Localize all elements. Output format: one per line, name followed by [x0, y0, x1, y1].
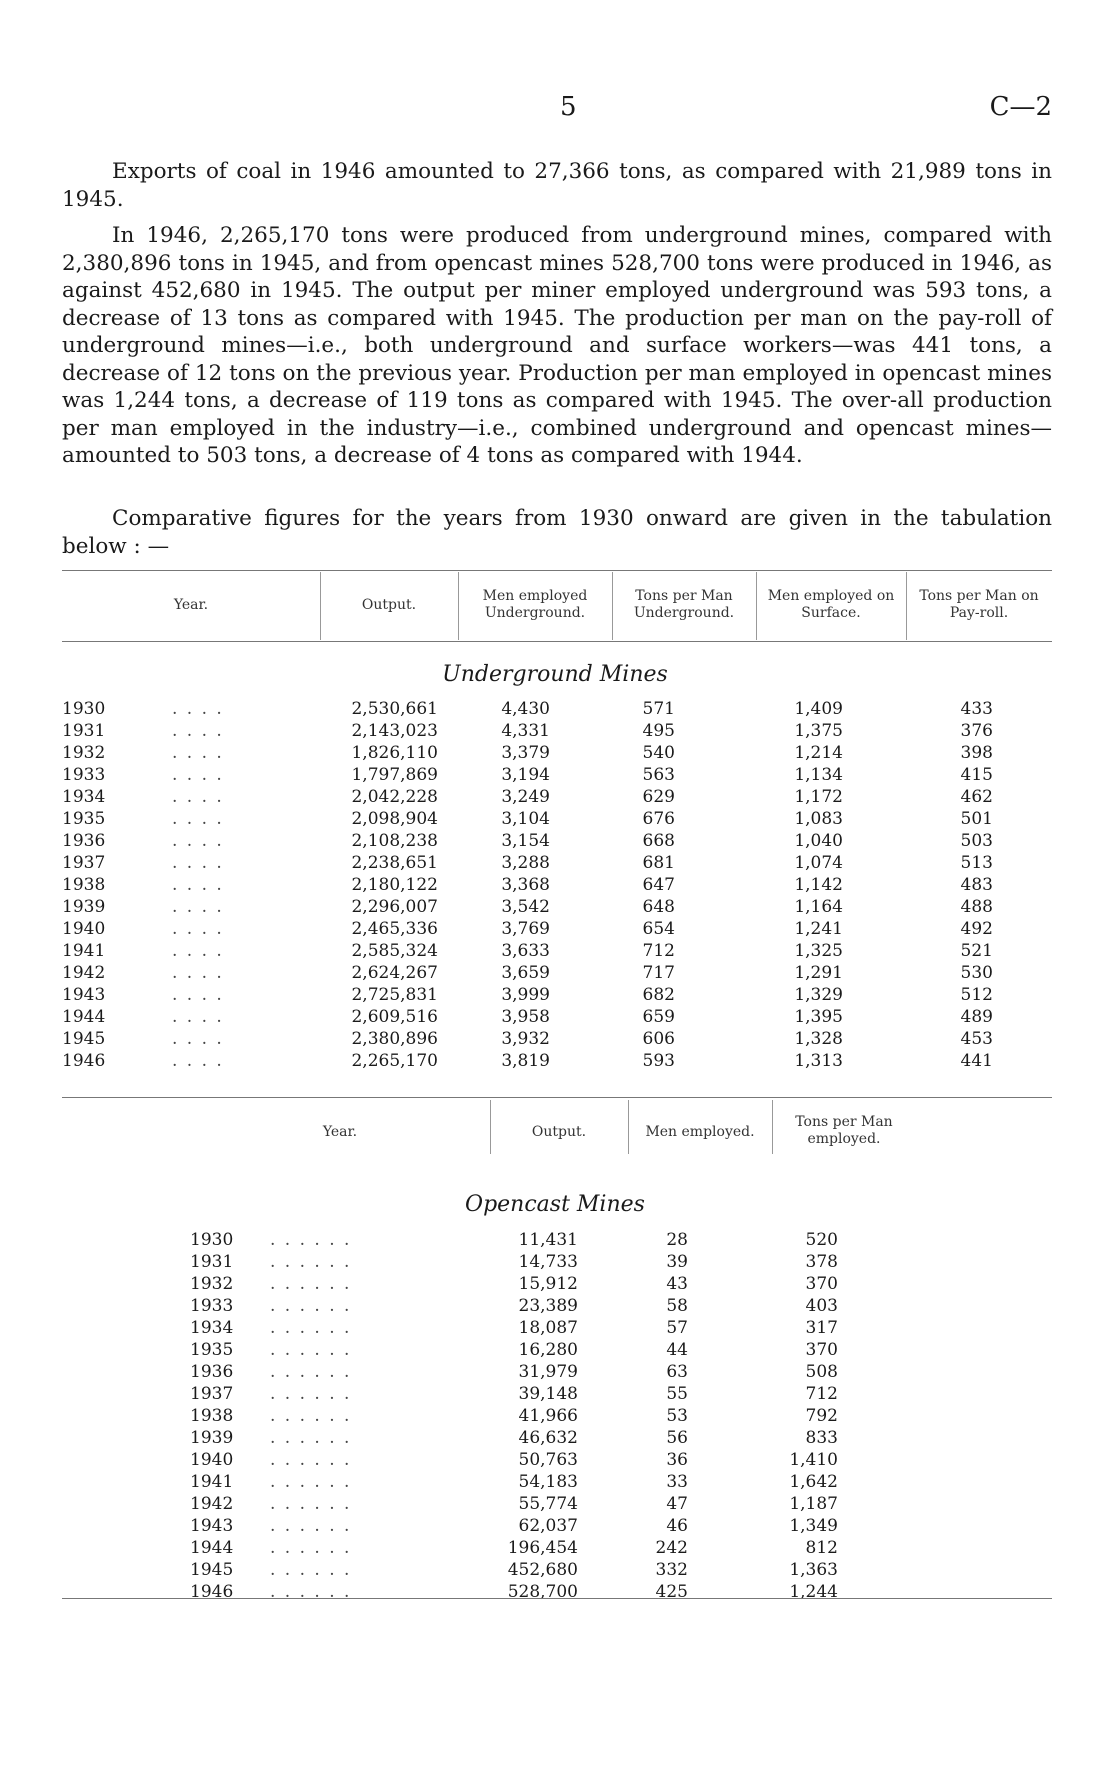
row-year: 1938 [62, 875, 106, 895]
row-leader-dots: . . . . [172, 787, 224, 807]
row-output: 2,725,831 [351, 985, 438, 1005]
row-men-employed: 36 [666, 1450, 688, 1470]
row-year: 1944 [62, 1007, 106, 1027]
row-tons-payroll: 489 [960, 1007, 993, 1027]
row-spacer [993, 896, 1052, 918]
row-men-underground: 3,932 [501, 1029, 550, 1049]
row-men-surface: 1,164 [794, 897, 843, 917]
table-row [62, 1006, 1052, 1028]
row-tons-underground: 593 [642, 1051, 675, 1071]
row-output: 2,098,904 [351, 809, 438, 829]
row-tons-payroll: 503 [960, 831, 993, 851]
row-tons-per-man: 812 [805, 1538, 838, 1558]
row-leader-dots: . . . . . . [270, 1318, 352, 1338]
table-row [190, 1449, 930, 1471]
row-tons-payroll: 441 [960, 1051, 993, 1071]
row-tons-underground: 629 [642, 787, 675, 807]
row-men-surface: 1,313 [794, 1051, 843, 1071]
column-divider [772, 1100, 773, 1154]
row-year: 1931 [62, 721, 106, 741]
table-row [62, 896, 1052, 918]
table-row [190, 1361, 930, 1383]
section-title-underground: Underground Mines [442, 662, 668, 687]
row-men-employed: 33 [666, 1472, 688, 1492]
row-spacer [838, 1537, 930, 1559]
row-spacer [838, 1273, 930, 1295]
table-row [190, 1427, 930, 1449]
opencast-column-header-output: Output. [531, 1124, 587, 1140]
row-men-employed: 43 [666, 1274, 688, 1294]
row-leader-dots: . . . . [172, 765, 224, 785]
row-men-employed: 425 [655, 1582, 688, 1602]
row-men-employed: 47 [666, 1494, 688, 1514]
row-year: 1944 [190, 1538, 234, 1558]
row-leader-dots: . . . . . . [270, 1450, 352, 1470]
row-tons-per-man: 792 [805, 1406, 838, 1426]
row-tons-payroll: 492 [960, 919, 993, 939]
row-men-underground: 3,194 [501, 765, 550, 785]
table-row [190, 1339, 930, 1361]
row-tons-payroll: 488 [960, 897, 993, 917]
row-tons-per-man: 1,187 [789, 1494, 838, 1514]
row-spacer [838, 1405, 930, 1427]
table-row [190, 1559, 930, 1581]
row-leader-dots: . . . . . . [270, 1274, 352, 1294]
row-output: 1,797,869 [351, 765, 438, 785]
row-tons-per-man: 508 [805, 1362, 838, 1382]
table-row [190, 1537, 930, 1559]
row-leader-dots: . . . . [172, 809, 224, 829]
row-spacer [838, 1559, 930, 1581]
row-output: 196,454 [507, 1538, 578, 1558]
row-spacer [838, 1295, 930, 1317]
row-year: 1940 [190, 1450, 234, 1470]
row-leader-dots: . . . . [172, 985, 224, 1005]
row-men-surface: 1,172 [794, 787, 843, 807]
table-top-rule [62, 570, 1052, 571]
row-men-employed: 242 [655, 1538, 688, 1558]
row-tons-payroll: 453 [960, 1029, 993, 1049]
table-row [62, 984, 1052, 1006]
row-output: 2,296,007 [351, 897, 438, 917]
table-row [62, 874, 1052, 896]
row-year: 1931 [190, 1252, 234, 1272]
opencast-column-header-tons: Tons per Man employed. [795, 1114, 893, 1147]
row-year: 1938 [190, 1406, 234, 1426]
row-output: 2,465,336 [351, 919, 438, 939]
row-output: 2,180,122 [351, 875, 438, 895]
opencast-column-header-men: Men employed. [645, 1124, 755, 1140]
paragraph-exports: Exports of coal in 1946 amounted to 27,366 tons, as compared with 21,989 tons in 1945. [62, 159, 1052, 212]
row-spacer [838, 1493, 930, 1515]
opencast-column-header-year: Year. [322, 1124, 358, 1140]
column-header-year: Year. [173, 597, 209, 613]
table-row [62, 786, 1052, 808]
row-spacer [838, 1361, 930, 1383]
row-tons-underground: 495 [642, 721, 675, 741]
row-year: 1940 [62, 919, 106, 939]
row-leader-dots: . . . . . . [270, 1560, 352, 1580]
section-title-opencast: Opencast Mines [465, 1192, 645, 1217]
row-men-underground: 3,104 [501, 809, 550, 829]
row-leader-dots: . . . . [172, 919, 224, 939]
row-tons-underground: 676 [642, 809, 675, 829]
row-year: 1942 [62, 963, 106, 983]
row-output: 18,087 [518, 1318, 578, 1338]
row-men-employed: 58 [666, 1296, 688, 1316]
row-men-surface: 1,329 [794, 985, 843, 1005]
row-men-employed: 57 [666, 1318, 688, 1338]
row-tons-per-man: 1,642 [789, 1472, 838, 1492]
row-tons-underground: 681 [642, 853, 675, 873]
row-spacer [993, 984, 1052, 1006]
row-men-surface: 1,040 [794, 831, 843, 851]
table-row [62, 808, 1052, 830]
row-output: 452,680 [507, 1560, 578, 1580]
row-men-surface: 1,074 [794, 853, 843, 873]
row-men-underground: 3,288 [501, 853, 550, 873]
row-output: 55,774 [518, 1494, 578, 1514]
row-men-underground: 3,999 [501, 985, 550, 1005]
row-men-surface: 1,375 [794, 721, 843, 741]
row-tons-underground: 571 [642, 699, 675, 719]
row-leader-dots: . . . . . . [270, 1582, 352, 1602]
row-tons-payroll: 501 [960, 809, 993, 829]
row-men-surface: 1,328 [794, 1029, 843, 1049]
row-men-underground: 3,659 [501, 963, 550, 983]
row-leader-dots: . . . . . . [270, 1516, 352, 1536]
row-tons-per-man: 403 [805, 1296, 838, 1316]
table-row [62, 698, 1052, 720]
row-year: 1932 [190, 1274, 234, 1294]
row-men-underground: 3,769 [501, 919, 550, 939]
row-spacer [993, 1028, 1052, 1050]
row-men-surface: 1,395 [794, 1007, 843, 1027]
row-tons-per-man: 370 [805, 1340, 838, 1360]
row-tons-underground: 540 [642, 743, 675, 763]
row-leader-dots: . . . . . . [270, 1406, 352, 1426]
row-tons-per-man: 378 [805, 1252, 838, 1272]
row-men-underground: 3,249 [501, 787, 550, 807]
underground-mines-table [62, 698, 1052, 1072]
row-spacer [838, 1471, 930, 1493]
row-tons-underground: 563 [642, 765, 675, 785]
row-men-underground: 3,542 [501, 897, 550, 917]
row-tons-payroll: 512 [960, 985, 993, 1005]
row-men-surface: 1,083 [794, 809, 843, 829]
row-output: 2,143,023 [351, 721, 438, 741]
table-row [190, 1273, 930, 1295]
row-year: 1946 [190, 1582, 234, 1602]
row-men-surface: 1,325 [794, 941, 843, 961]
row-tons-per-man: 1,349 [789, 1516, 838, 1536]
row-men-employed: 39 [666, 1252, 688, 1272]
row-men-underground: 3,154 [501, 831, 550, 851]
row-output: 50,763 [518, 1450, 578, 1470]
table-row [62, 764, 1052, 786]
row-men-employed: 28 [666, 1230, 688, 1250]
row-leader-dots: . . . . [172, 897, 224, 917]
table-row [190, 1229, 930, 1251]
row-tons-per-man: 1,363 [789, 1560, 838, 1580]
row-year: 1939 [62, 897, 106, 917]
row-men-employed: 46 [666, 1516, 688, 1536]
table-row [190, 1295, 930, 1317]
row-men-surface: 1,142 [794, 875, 843, 895]
page-number: 5 [560, 92, 577, 122]
row-leader-dots: . . . . . . [270, 1296, 352, 1316]
row-spacer [838, 1449, 930, 1471]
row-year: 1943 [62, 985, 106, 1005]
row-output: 2,265,170 [351, 1051, 438, 1071]
table-row [62, 1028, 1052, 1050]
row-tons-underground: 606 [642, 1029, 675, 1049]
row-spacer [838, 1581, 930, 1603]
row-leader-dots: . . . . [172, 1029, 224, 1049]
row-leader-dots: . . . . [172, 875, 224, 895]
row-men-underground: 4,331 [501, 721, 550, 741]
row-spacer [993, 742, 1052, 764]
row-output: 39,148 [518, 1384, 578, 1404]
row-men-employed: 56 [666, 1428, 688, 1448]
row-men-surface: 1,241 [794, 919, 843, 939]
row-leader-dots: . . . . . . [270, 1362, 352, 1382]
row-leader-dots: . . . . [172, 1051, 224, 1071]
row-tons-payroll: 415 [960, 765, 993, 785]
row-output: 41,966 [518, 1406, 578, 1426]
row-tons-payroll: 462 [960, 787, 993, 807]
row-tons-payroll: 483 [960, 875, 993, 895]
row-year: 1939 [190, 1428, 234, 1448]
row-men-surface: 1,214 [794, 743, 843, 763]
row-output: 2,108,238 [351, 831, 438, 851]
table-row [62, 962, 1052, 984]
row-men-underground: 3,958 [501, 1007, 550, 1027]
row-output: 15,912 [518, 1274, 578, 1294]
table-row [190, 1251, 930, 1273]
paragraph-production: In 1946, 2,265,170 tons were produced from underground mines, compared with 2,380,896 tons in 1945, and from opencast mines 528,700 tons were produced in 1946, as against 452,680 in 1945. The output per miner employed underground was 593 tons, a decrease of 13 tons as compared with 1945. The production per man on the pay-roll of underground mines—i.e., both underground and surface workers—was 441 tons, a decrease of 12 tons on the previous year. Production per man employed in opencast mines was 1,244 tons, a decrease of 119 tons as compared with 1945. The over-all production per man employed in the industry—i.e., combined underground and opencast mines—amounted to 503 tons, a decrease of 4 tons as compared with 1944. [62, 223, 1052, 468]
row-spacer [838, 1383, 930, 1405]
row-tons-underground: 654 [642, 919, 675, 939]
row-tons-payroll: 521 [960, 941, 993, 961]
row-men-employed: 55 [666, 1384, 688, 1404]
row-men-employed: 44 [666, 1340, 688, 1360]
row-men-underground: 3,379 [501, 743, 550, 763]
row-leader-dots: . . . . . . [270, 1230, 352, 1250]
row-tons-underground: 682 [642, 985, 675, 1005]
row-year: 1935 [190, 1340, 234, 1360]
table-row [190, 1515, 930, 1537]
row-year: 1932 [62, 743, 106, 763]
row-tons-underground: 717 [642, 963, 675, 983]
row-spacer [993, 786, 1052, 808]
row-tons-per-man: 1,410 [789, 1450, 838, 1470]
table-separator-rule [62, 1097, 1052, 1098]
row-leader-dots: . . . . . . [270, 1428, 352, 1448]
table-row [62, 742, 1052, 764]
row-output: 62,037 [518, 1516, 578, 1536]
table-row [62, 830, 1052, 852]
row-output: 2,238,651 [351, 853, 438, 873]
column-header-output: Output. [361, 597, 417, 613]
row-year: 1941 [190, 1472, 234, 1492]
row-output: 528,700 [507, 1582, 578, 1602]
row-leader-dots: . . . . . . [270, 1340, 352, 1360]
row-spacer [993, 764, 1052, 786]
row-tons-per-man: 370 [805, 1274, 838, 1294]
row-leader-dots: . . . . [172, 853, 224, 873]
row-tons-per-man: 712 [805, 1384, 838, 1404]
row-men-surface: 1,409 [794, 699, 843, 719]
row-men-employed: 63 [666, 1362, 688, 1382]
row-year: 1945 [62, 1029, 106, 1049]
row-tons-underground: 668 [642, 831, 675, 851]
row-output: 31,979 [518, 1362, 578, 1382]
row-output: 2,042,228 [351, 787, 438, 807]
row-tons-per-man: 317 [805, 1318, 838, 1338]
row-spacer [993, 720, 1052, 742]
table-row [62, 1050, 1052, 1072]
row-spacer [993, 918, 1052, 940]
row-output: 16,280 [518, 1340, 578, 1360]
row-spacer [993, 808, 1052, 830]
row-year: 1937 [62, 853, 106, 873]
row-tons-payroll: 433 [960, 699, 993, 719]
header-bottom-rule [62, 641, 1052, 642]
row-output: 14,733 [518, 1252, 578, 1272]
row-output: 11,431 [518, 1230, 578, 1250]
table-bottom-rule [62, 1598, 1052, 1599]
opencast-mines-table [190, 1229, 930, 1603]
row-spacer [838, 1339, 930, 1361]
table-row [190, 1471, 930, 1493]
row-tons-underground: 648 [642, 897, 675, 917]
row-spacer [838, 1229, 930, 1251]
table-row [190, 1317, 930, 1339]
row-output: 2,585,324 [351, 941, 438, 961]
row-men-underground: 3,819 [501, 1051, 550, 1071]
row-leader-dots: . . . . [172, 721, 224, 741]
row-year: 1935 [62, 809, 106, 829]
row-tons-underground: 659 [642, 1007, 675, 1027]
row-spacer [838, 1251, 930, 1273]
row-men-underground: 4,430 [501, 699, 550, 719]
row-leader-dots: . . . . . . [270, 1538, 352, 1558]
row-leader-dots: . . . . [172, 699, 224, 719]
row-output: 1,826,110 [351, 743, 438, 763]
table-row [190, 1383, 930, 1405]
row-year: 1946 [62, 1051, 106, 1071]
row-spacer [993, 852, 1052, 874]
row-year: 1942 [190, 1494, 234, 1514]
row-year: 1934 [190, 1318, 234, 1338]
document-reference: C—2 [989, 92, 1052, 122]
table-row [190, 1493, 930, 1515]
row-men-underground: 3,368 [501, 875, 550, 895]
row-year: 1934 [62, 787, 106, 807]
row-year: 1930 [62, 699, 106, 719]
row-output: 2,624,267 [351, 963, 438, 983]
row-leader-dots: . . . . [172, 831, 224, 851]
row-tons-payroll: 530 [960, 963, 993, 983]
row-spacer [993, 874, 1052, 896]
row-tons-payroll: 513 [960, 853, 993, 873]
row-year: 1930 [190, 1230, 234, 1250]
row-men-underground: 3,633 [501, 941, 550, 961]
row-leader-dots: . . . . . . [270, 1252, 352, 1272]
row-year: 1941 [62, 941, 106, 961]
row-year: 1943 [190, 1516, 234, 1536]
row-spacer [993, 940, 1052, 962]
row-output: 2,609,516 [351, 1007, 438, 1027]
table-row [62, 852, 1052, 874]
row-spacer [838, 1317, 930, 1339]
row-men-employed: 53 [666, 1406, 688, 1426]
row-spacer [838, 1427, 930, 1449]
row-spacer [838, 1515, 930, 1537]
row-year: 1933 [62, 765, 106, 785]
table-row [190, 1405, 930, 1427]
row-year: 1936 [62, 831, 106, 851]
row-spacer [993, 830, 1052, 852]
row-leader-dots: . . . . [172, 743, 224, 763]
row-tons-underground: 647 [642, 875, 675, 895]
row-leader-dots: . . . . . . [270, 1494, 352, 1514]
row-tons-per-man: 833 [805, 1428, 838, 1448]
row-tons-payroll: 398 [960, 743, 993, 763]
row-leader-dots: . . . . [172, 1007, 224, 1027]
row-leader-dots: . . . . [172, 963, 224, 983]
row-men-surface: 1,134 [794, 765, 843, 785]
column-header-men-surface: Men employed on Surface. [767, 588, 895, 621]
row-spacer [993, 1050, 1052, 1072]
row-leader-dots: . . . . . . [270, 1472, 352, 1492]
row-output: 2,530,661 [351, 699, 438, 719]
row-tons-payroll: 376 [960, 721, 993, 741]
row-tons-per-man: 1,244 [789, 1582, 838, 1602]
row-spacer [993, 1006, 1052, 1028]
row-tons-underground: 712 [642, 941, 675, 961]
row-year: 1936 [190, 1362, 234, 1382]
row-output: 2,380,896 [351, 1029, 438, 1049]
row-output: 46,632 [518, 1428, 578, 1448]
row-men-surface: 1,291 [794, 963, 843, 983]
table-row [62, 720, 1052, 742]
row-spacer [993, 698, 1052, 720]
row-output: 54,183 [518, 1472, 578, 1492]
row-leader-dots: . . . . . . [270, 1384, 352, 1404]
row-year: 1945 [190, 1560, 234, 1580]
column-header-tons-payroll: Tons per Man on Pay-roll. [919, 588, 1039, 621]
row-spacer [993, 962, 1052, 984]
paragraph-tabulation-intro: Comparative figures for the years from 1930 onward are given in the tabulation below : — [62, 506, 1052, 559]
row-leader-dots: . . . . [172, 941, 224, 961]
table-row [190, 1581, 930, 1603]
row-year: 1937 [190, 1384, 234, 1404]
column-header-tons-underground: Tons per Man Underground. [633, 588, 735, 621]
table-row [62, 940, 1052, 962]
row-tons-per-man: 520 [805, 1230, 838, 1250]
column-header-men-underground: Men employed Underground. [482, 588, 588, 621]
table-row [62, 918, 1052, 940]
row-men-employed: 332 [655, 1560, 688, 1580]
row-output: 23,389 [518, 1296, 578, 1316]
row-year: 1933 [190, 1296, 234, 1316]
